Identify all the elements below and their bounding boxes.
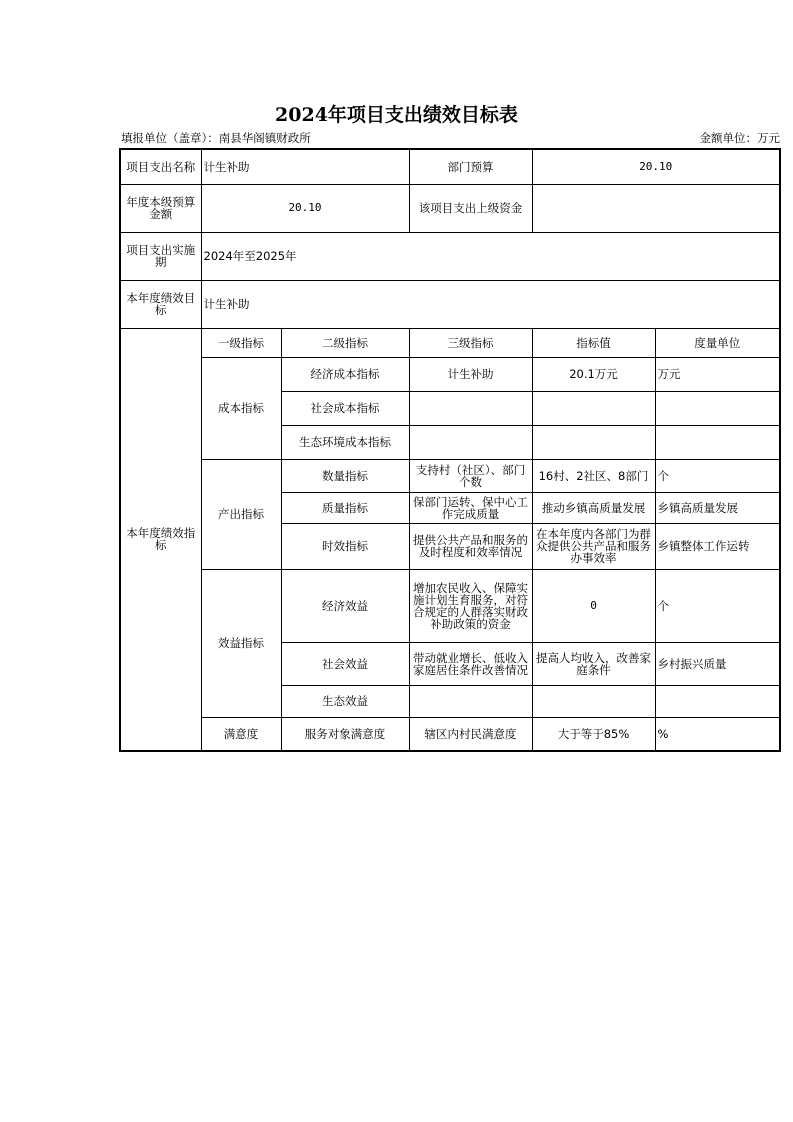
level2-cell: 社会成本指标 [281, 391, 409, 425]
level2-cell: 时效指标 [281, 523, 409, 569]
unit-cell [655, 391, 780, 425]
level3-cell: 保部门运转、保中心工作完成质量 [409, 492, 532, 523]
level3-cell: 带动就业增长、低收入家庭居住条件改善情况 [409, 642, 532, 685]
level2-cell: 服务对象满意度 [281, 717, 409, 751]
level3-cell: 增加农民收入、保障实施计划生育服务，对符合规定的人群落实财政补助政策的资金 [409, 569, 532, 642]
upper-funds-label: 该项目支出上级资金 [409, 184, 532, 232]
level2-cell: 数量指标 [281, 459, 409, 492]
value-cell: 16村、2社区、8部门 [532, 459, 655, 492]
header-cell: 三级指标 [409, 328, 532, 357]
header-cell: 度量单位 [655, 328, 780, 357]
benefit-indicator-label: 效益指标 [201, 569, 281, 717]
level2-cell: 经济效益 [281, 569, 409, 642]
level3-cell: 支持村（社区）、部门个数 [409, 459, 532, 492]
value-cell: 0 [532, 569, 655, 642]
unit-cell: 乡镇高质量发展 [655, 492, 780, 523]
value-cell: 提高人均收入，改善家庭条件 [532, 642, 655, 685]
header-cell: 二级指标 [281, 328, 409, 357]
value-cell [532, 391, 655, 425]
unit-cell: 乡村振兴质量 [655, 642, 780, 685]
satisfaction-indicator-label: 满意度 [201, 717, 281, 751]
value-cell [532, 685, 655, 717]
unit-cell: 万元 [655, 357, 780, 391]
table-row [120, 717, 780, 751]
value-cell: 推动乡镇高质量发展 [532, 492, 655, 523]
value-cell: 20.1万元 [532, 357, 655, 391]
dept-budget-value: 20.10 [532, 149, 780, 184]
value-cell: 大于等于85% [532, 717, 655, 751]
table-row [120, 328, 780, 357]
level2-cell: 生态环境成本指标 [281, 425, 409, 459]
table-row [120, 232, 780, 280]
level2-cell: 经济成本指标 [281, 357, 409, 391]
unit-cell [655, 685, 780, 717]
goal-label: 本年度绩效目标 [120, 280, 201, 328]
amount-unit: 金额单位：万元 [699, 131, 780, 145]
output-indicator-label: 产出指标 [201, 459, 281, 569]
goal-value: 计生补助 [201, 280, 780, 328]
value-cell [532, 425, 655, 459]
level3-cell [409, 685, 532, 717]
table-row [120, 149, 780, 184]
level2-cell: 生态效益 [281, 685, 409, 717]
fill-unit: 填报单位（盖章）：南县华阁镇财政所 [121, 131, 311, 145]
upper-funds-value [532, 184, 780, 232]
annual-budget-label: 年度本级预算金额 [120, 184, 201, 232]
value-cell: 在本年度内各部门为群众提供公共产品和服务办事效率 [532, 523, 655, 569]
period-label: 项目支出实施期 [120, 232, 201, 280]
table-row [120, 459, 780, 492]
level3-cell: 提供公共产品和服务的及时程度和效率情况 [409, 523, 532, 569]
level3-cell: 辖区内村民满意度 [409, 717, 532, 751]
table-row [120, 184, 780, 232]
table-row [120, 569, 780, 642]
unit-cell: 个 [655, 459, 780, 492]
annual-budget-value: 20.10 [201, 184, 409, 232]
unit-cell: % [655, 717, 780, 751]
period-value: 2024年至2025年 [201, 232, 780, 280]
level2-cell: 社会效益 [281, 642, 409, 685]
project-name-label: 项目支出名称 [120, 149, 201, 184]
cost-indicator-label: 成本指标 [201, 357, 281, 459]
unit-cell: 个 [655, 569, 780, 642]
header-cell: 一级指标 [201, 328, 281, 357]
project-name-value: 计生补助 [201, 149, 409, 184]
performance-table [119, 148, 781, 752]
level3-cell: 计生补助 [409, 357, 532, 391]
level3-cell [409, 391, 532, 425]
unit-cell: 乡镇整体工作运转 [655, 523, 780, 569]
header-cell: 指标值 [532, 328, 655, 357]
table-row [120, 280, 780, 328]
page-title: 2024年项目支出绩效目标表 [275, 104, 518, 126]
table-row [120, 357, 780, 391]
level3-cell [409, 425, 532, 459]
dept-budget-label: 部门预算 [409, 149, 532, 184]
unit-cell [655, 425, 780, 459]
level2-cell: 质量指标 [281, 492, 409, 523]
indicators-section-label: 本年度绩效指标 [120, 328, 201, 751]
